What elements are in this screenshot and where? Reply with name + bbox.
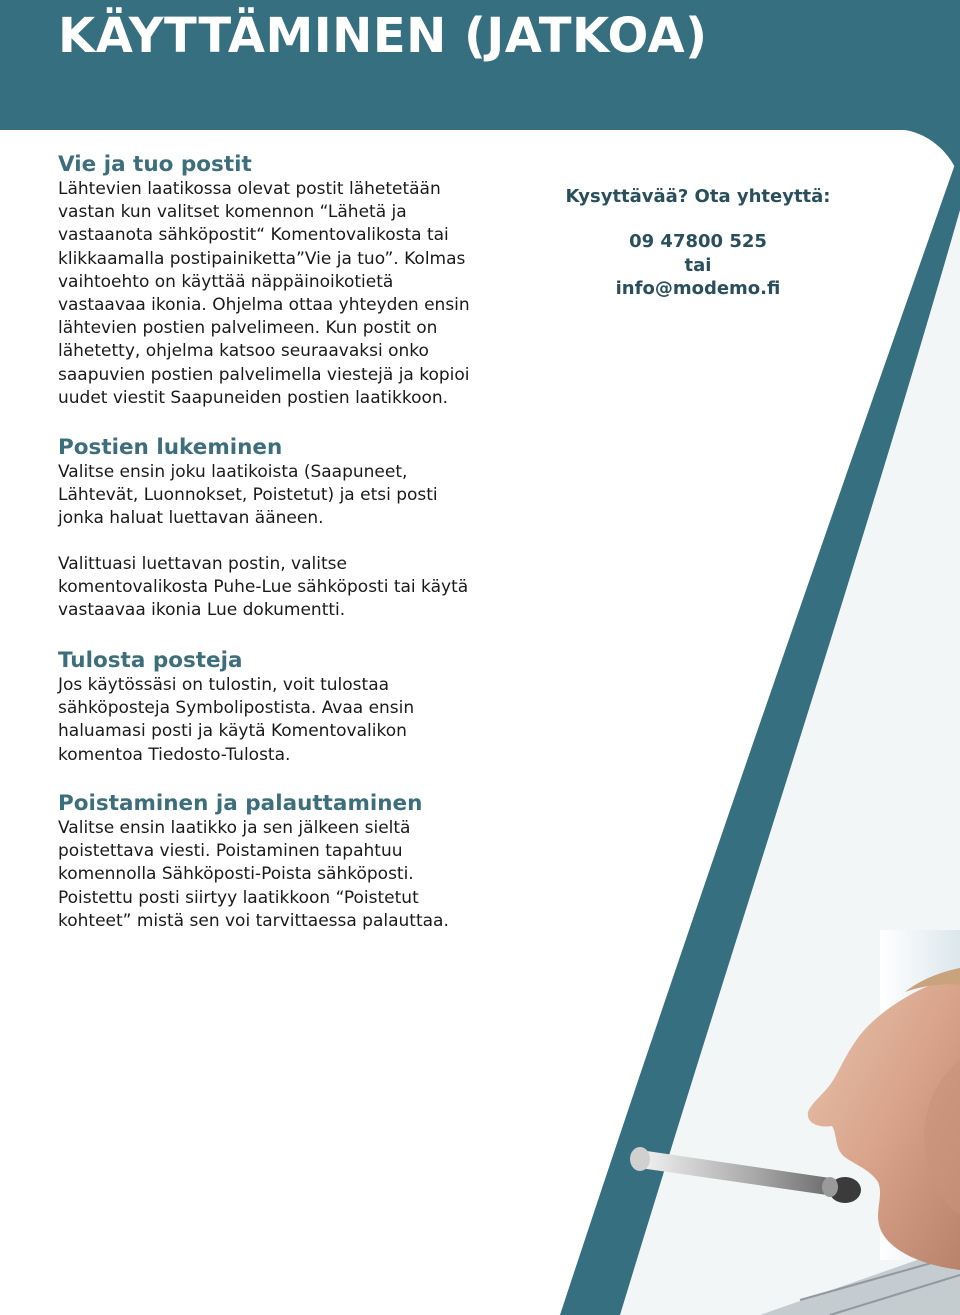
paragraph-line: haluamasi posti ja käytä Komentovalikon: [58, 721, 407, 742]
paragraph-line: poistettava viesti. Poistaminen tapahtuu: [58, 841, 403, 862]
paragraph-line: Jos käytössäsi on tulostin, voit tulostaa: [58, 675, 390, 695]
paragraph-line: Valitse ensin laatikko ja sen jälkeen sieltä: [58, 818, 411, 838]
paragraph-line: vastaanota sähköpostit“ Komentovalikosta tai: [58, 225, 449, 246]
paragraph-line: lähtevien postien palvelimeen. Kun postit on: [58, 318, 438, 339]
page-title: KÄYTTÄMINEN (JATKOA): [58, 8, 708, 64]
paragraph-line: Lähtevät, Luonnokset, Poistetut) ja etsi posti: [58, 485, 438, 506]
contact-phone: 09 47800 525: [629, 231, 767, 252]
paragraph-line: uudet viestit Saapuneiden postien laatikkoon.: [58, 387, 449, 408]
paragraph-line: sähköposteja Symbolipostista. Avaa ensin: [58, 698, 415, 719]
paragraph-line: Lähtevien laatikossa olevat postit lähetetään: [58, 179, 441, 199]
paragraph-line: vastaavaa ikonia Lue dokumentti.: [58, 600, 346, 621]
paragraph-line: saapuvien postien palvelimella viestejä ja kopioi: [58, 364, 470, 385]
paragraph-line: Poistettu posti siirtyy laatikkoon “Poistetut: [58, 887, 419, 908]
paragraph-line: komentovalikosta Puhe-Lue sähköposti tai käytä: [58, 577, 469, 598]
paragraph-line: komentoa Tiedosto-Tulosta.: [58, 744, 291, 765]
section-heading: Postien lukeminen: [58, 435, 283, 460]
contact-email[interactable]: info@modemo.fi: [615, 278, 781, 299]
paragraph-line: vastan kun valitset komennon “Lähetä ja: [58, 202, 407, 223]
section-heading: Vie ja tuo postit: [58, 152, 252, 177]
paragraph-line: Valitse ensin joku laatikoista (Saapuneet,: [58, 462, 408, 482]
contact-question: Kysyttävää? Ota yhteyttä:: [565, 186, 831, 207]
paragraph-line: vaihtoehto on käyttää näppäinoikotietä: [58, 271, 394, 292]
paragraph-line: vastaavaa ikonia. Ohjelma ottaa yhteyden ensin: [58, 295, 470, 316]
section-heading: Poistaminen ja palauttaminen: [58, 791, 423, 816]
paragraph-line: komennolla Sähköposti-Poista sähköposti.: [58, 864, 414, 885]
paragraph-line: klikkaamalla postipainiketta”Vie ja tuo”. Kolmas: [58, 248, 466, 269]
paragraph-line: kohteet” mistä sen voi tarvittaessa palauttaa.: [58, 910, 449, 931]
paragraph-line: jonka haluat luettavan ääneen.: [58, 508, 324, 529]
contact-or: tai: [684, 254, 712, 276]
paragraph-line: Valittuasi luettavan postin, valitse: [58, 554, 347, 574]
paragraph-line: lähetetty, ohjelma katsoo seuraavaksi onko: [58, 341, 429, 362]
section-heading: Tulosta posteja: [58, 648, 243, 673]
